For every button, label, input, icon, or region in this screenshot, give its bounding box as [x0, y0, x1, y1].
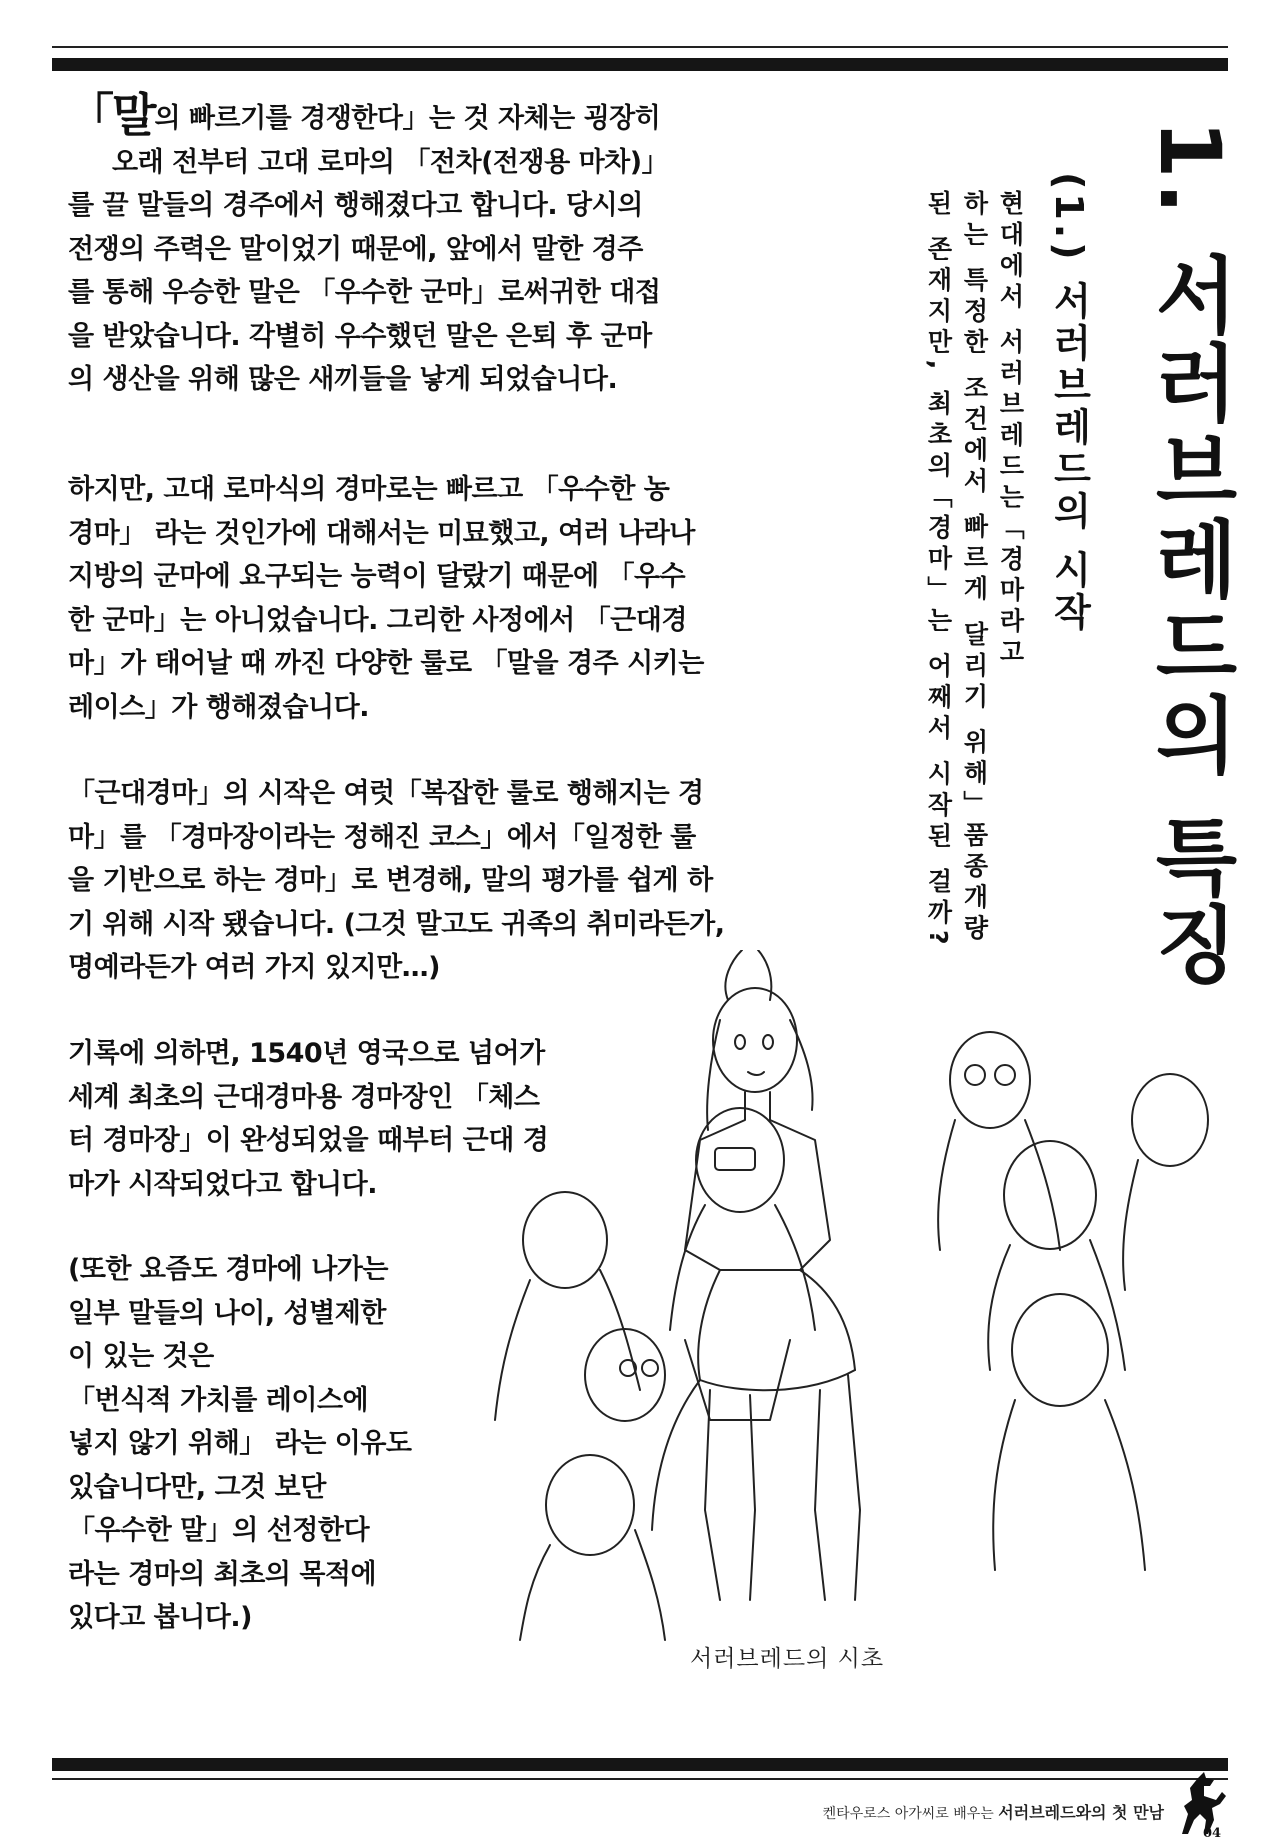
text-line: 세계 최초의 근대경마용 경마장인 「체스 — [68, 1081, 540, 1113]
text-line: 전쟁의 주력은 말이었기 때문에, 앞에서 말한 경주 — [68, 233, 643, 265]
dropcap: 「말 — [68, 88, 155, 142]
crowd-right — [938, 1032, 1208, 1570]
text-line: 마가 시작되었다고 합니다. — [68, 1168, 377, 1200]
paragraph-1 — [68, 88, 858, 402]
text-line: 을 기반으로 하는 경마」로 변경해, 말의 평가를 쉽게 하 — [68, 865, 713, 896]
chapter-title: 1. 서러브레드의 특징 — [1141, 120, 1239, 989]
text-line: 를 통해 우승한 말은 「우수한 군마」로써귀한 대접 — [68, 277, 661, 308]
text-line: 의 생산을 위해 많은 새끼들을 낳게 되었습니다. — [68, 364, 618, 395]
text-line: 있다고 봅니다.) — [68, 1602, 252, 1633]
text-line: 「우수한 말」의 선정한다 — [68, 1515, 370, 1546]
text-line: 한 군마」는 아니었습니다. 그리한 사정에서 「근대경 — [68, 604, 687, 636]
bottom-thin-rule — [52, 1778, 1228, 1780]
text-line: 을 받았습니다. 각별히 우수했던 말은 은퇴 후 군마 — [68, 320, 652, 352]
paragraph-1-first-text: 의 빠르기를 경쟁한다」는 것 자체는 굉장히 — [154, 103, 661, 134]
text-line: 「번식적 가치를 레이스에 — [68, 1384, 369, 1416]
paragraph-1-first-line — [68, 88, 858, 142]
paragraph-2 — [68, 468, 858, 729]
section-subtitle — [920, 190, 1028, 951]
top-thin-rule — [52, 46, 1228, 48]
text-line: 마」를 「경마장이라는 정해진 코스」에서「일정한 룰 — [68, 821, 696, 853]
footer-book-title: 서러브레드와의 첫 만남 — [998, 1803, 1164, 1822]
text-line: 경마」 라는 것인가에 대해서는 미묘했고, 여러 나라나 — [68, 517, 695, 549]
page-number: 04 — [1203, 1826, 1222, 1841]
bottom-thick-rule — [52, 1758, 1228, 1771]
text-line: 일부 말들의 나이, 성별제한 — [68, 1297, 386, 1329]
crowd-left — [495, 1108, 815, 1640]
text-line: 라는 경마의 최초의 목적에 — [68, 1558, 377, 1590]
paragraph-5 — [68, 1248, 488, 1640]
text-line: 이 있는 것은 — [68, 1341, 214, 1372]
text-line: 하지만, 고대 로마식의 경마로는 빠르고 「우수한 농 — [68, 474, 670, 505]
text-line: (또한 요즘도 경마에 나가는 — [68, 1254, 388, 1285]
text-line: 레이스」가 행해졌습니다. — [68, 691, 369, 723]
text-line: 오래 전부터 고대 로마의 「전차(전쟁용 마차)」 — [112, 146, 669, 178]
text-line: 지방의 군마에 요구되는 능력이 달랐기 때문에 「우수 — [68, 561, 686, 592]
text-line: 넣지 않기 위해」 라는 이유도 — [68, 1428, 412, 1459]
section-title: (1.) 서러브레드의 시작 — [1047, 172, 1091, 635]
section-subtitle-line: 현대에서 서러브레드는「경마라고 — [996, 190, 1025, 670]
text-line: 기록에 의하면, 1540년 영국으로 넘어가 — [68, 1038, 545, 1069]
text-line: 기 위해 시작 됐습니다. (그것 말고도 귀족의 취미라든가, — [68, 908, 725, 940]
text-line: 명예라든가 여러 가지 있지만…) — [68, 952, 441, 983]
centaur-crowd-illustration — [470, 950, 1250, 1650]
paragraph-4 — [68, 1032, 549, 1206]
text-line: 터 경마장」이 완성되었을 때부터 근대 경 — [68, 1125, 549, 1156]
centaur-figure — [652, 950, 860, 1600]
text-line: 「근대경마」의 시작은 여럿「복잡한 룰로 행해지는 경 — [68, 778, 704, 809]
section-subtitle-line: 하는 특정한 조건에서 빠르게 달리기 위해」품종개량 — [960, 190, 989, 946]
section-subtitle-line: 된 존재지만, 최초의「경마」는 어째서 시작된 걸까? — [924, 190, 953, 951]
top-thick-rule — [52, 58, 1228, 71]
text-line: 있습니다만, 그것 보단 — [68, 1471, 326, 1503]
footer-text — [823, 1800, 1164, 1823]
illustration-caption: 서러브레드의 시초 — [690, 1646, 885, 1672]
text-line: 를 끌 말들의 경주에서 행해졌다고 합니다. 당시의 — [68, 190, 643, 221]
footer-series: 켄타우로스 아가씨로 배우는 — [822, 1806, 994, 1822]
text-line: 마」가 태어날 때 까진 다양한 룰로 「말을 경주 시키는 — [68, 648, 704, 679]
